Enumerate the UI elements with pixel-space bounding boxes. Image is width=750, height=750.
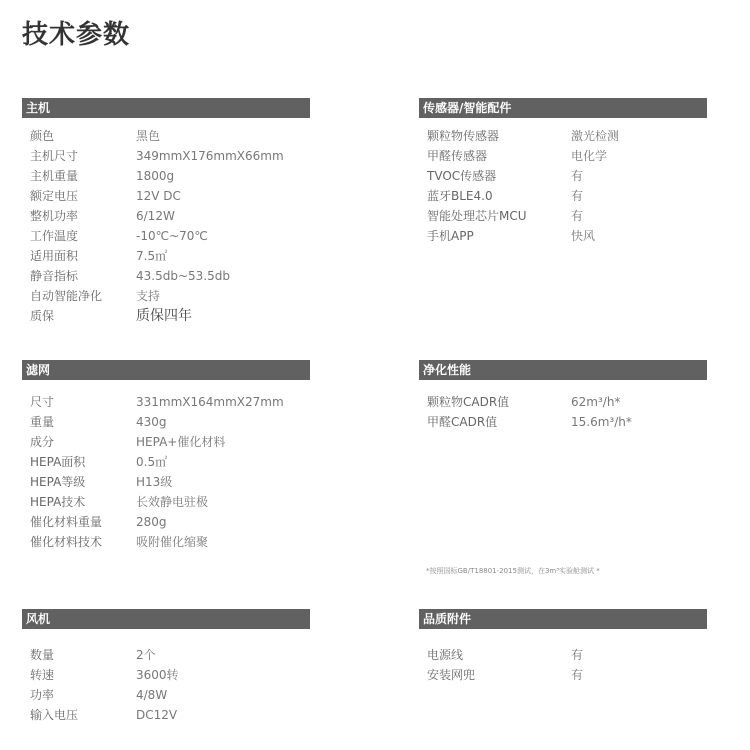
spec-value: 2个: [136, 648, 156, 662]
section-filter: [22, 360, 310, 552]
spec-row: [30, 412, 310, 432]
spec-value: 62m³/h*: [571, 395, 621, 409]
spec-row: [30, 286, 310, 306]
spec-label: 整机功率: [30, 209, 79, 223]
spec-row: [427, 146, 707, 166]
spec-value: 1800g: [136, 169, 175, 183]
page-title: 技术参数: [22, 20, 131, 50]
spec-label: 功率: [30, 688, 55, 702]
section-header-fan: 风机: [22, 609, 310, 629]
spec-row: [30, 126, 310, 146]
spec-label: 颗粒物传感器: [427, 129, 500, 143]
spec-label: 数量: [30, 648, 55, 662]
spec-row: [30, 512, 310, 532]
spec-label: HEPA等级: [30, 475, 86, 489]
spec-label: HEPA技术: [30, 495, 86, 509]
spec-label: 催化材料重量: [30, 515, 103, 529]
spec-row: [427, 206, 707, 226]
spec-row: [30, 266, 310, 286]
spec-row: [30, 206, 310, 226]
spec-value: 43.5db~53.5db: [136, 269, 230, 283]
section-header-filter: 滤网: [22, 360, 310, 380]
spec-value: 支持: [136, 289, 161, 303]
spec-row: [30, 645, 310, 665]
spec-list-sensors: [419, 126, 707, 246]
spec-label: 主机重量: [30, 169, 79, 183]
spec-label: 蓝牙BLE4.0: [427, 189, 493, 203]
spec-row: [30, 492, 310, 512]
spec-label: 转速: [30, 668, 55, 682]
section-accessories: [419, 609, 707, 685]
section-host: [22, 98, 310, 326]
section-header-host: 主机: [22, 98, 310, 118]
spec-value: 快风: [571, 229, 596, 243]
spec-label: 重量: [30, 415, 55, 429]
spec-label: HEPA面积: [30, 455, 86, 469]
spec-label: 静音指标: [30, 269, 79, 283]
spec-value: 280g: [136, 515, 167, 529]
spec-row: [30, 226, 310, 246]
spec-label: 催化材料技术: [30, 535, 103, 549]
spec-value: 3600转: [136, 668, 179, 682]
spec-row: [30, 306, 310, 326]
spec-value: 长效静电驻极: [136, 495, 209, 509]
spec-value: 黑色: [136, 129, 161, 143]
spec-label: 工作温度: [30, 229, 79, 243]
spec-value: 质保四年: [136, 308, 192, 324]
spec-value: 430g: [136, 415, 167, 429]
spec-list-purify: [419, 392, 707, 432]
spec-label: 安装网兜: [427, 668, 476, 682]
spec-row: [30, 246, 310, 266]
spec-value: 12V DC: [136, 189, 181, 203]
spec-value: 电化学: [571, 149, 608, 163]
spec-row: [427, 166, 707, 186]
spec-row: [30, 432, 310, 452]
spec-label: 适用面积: [30, 249, 79, 263]
section-header-purify: 净化性能: [419, 360, 707, 380]
spec-list-host: [22, 126, 310, 326]
spec-row: [30, 472, 310, 492]
spec-value: 有: [571, 209, 584, 223]
spec-list-accessories: [419, 645, 707, 685]
spec-label: 颜色: [30, 129, 55, 143]
section-purify: [419, 360, 707, 432]
spec-row: [427, 226, 707, 246]
spec-row: [30, 146, 310, 166]
spec-row: [30, 685, 310, 705]
spec-value: 有: [571, 648, 584, 662]
spec-label: 手机APP: [427, 229, 474, 243]
spec-row: [427, 665, 707, 685]
spec-label: TVOC传感器: [427, 169, 497, 183]
spec-label: 甲醛CADR值: [427, 415, 498, 429]
section-fan: [22, 609, 310, 725]
spec-value: 有: [571, 189, 584, 203]
spec-row: [427, 645, 707, 665]
spec-row: [30, 705, 310, 725]
spec-row: [30, 532, 310, 552]
test-footnote: *按照国标GB/T18801-2015测试，在3m³实验舱测试 *: [426, 567, 600, 575]
spec-value: DC12V: [136, 708, 178, 722]
spec-row: [427, 392, 707, 412]
spec-value: 吸附催化缩聚: [136, 535, 209, 549]
spec-label: 成分: [30, 435, 55, 449]
spec-row: [427, 126, 707, 146]
spec-value: 6/12W: [136, 209, 175, 223]
spec-label: 主机尺寸: [30, 149, 79, 163]
spec-row: [427, 186, 707, 206]
spec-value: 349mmX176mmX66mm: [136, 149, 284, 163]
spec-label: 质保: [30, 309, 55, 323]
section-header-accessories: 品质附件: [419, 609, 707, 629]
spec-value: 15.6m³/h*: [571, 415, 632, 429]
section-sensors: [419, 98, 707, 246]
spec-value: 激光检测: [571, 129, 620, 143]
spec-label: 输入电压: [30, 708, 79, 722]
spec-value: 有: [571, 169, 584, 183]
spec-label: 尺寸: [30, 395, 55, 409]
spec-list-fan: [22, 645, 310, 725]
spec-value: HEPA+催化材料: [136, 435, 226, 449]
spec-value: 331mmX164mmX27mm: [136, 395, 284, 409]
spec-label: 额定电压: [30, 189, 79, 203]
spec-value: 4/8W: [136, 688, 168, 702]
spec-row: [427, 412, 707, 432]
section-header-sensors: 传感器/智能配件: [419, 98, 707, 118]
spec-row: [30, 166, 310, 186]
spec-value: 0.5㎡: [136, 455, 168, 469]
spec-label: 自动智能净化: [30, 289, 103, 303]
spec-label: 颗粒物CADR值: [427, 395, 510, 409]
spec-row: [30, 452, 310, 472]
spec-value: -10℃~70℃: [136, 229, 208, 243]
spec-row: [30, 665, 310, 685]
spec-value: 7.5㎡: [136, 249, 168, 263]
spec-row: [30, 392, 310, 412]
spec-row: [30, 186, 310, 206]
spec-value: 有: [571, 668, 584, 682]
spec-value: H13级: [136, 475, 173, 489]
spec-label: 甲醛传感器: [427, 149, 488, 163]
spec-list-filter: [22, 392, 310, 552]
spec-label: 电源线: [427, 648, 464, 662]
spec-label: 智能处理芯片MCU: [427, 209, 527, 223]
